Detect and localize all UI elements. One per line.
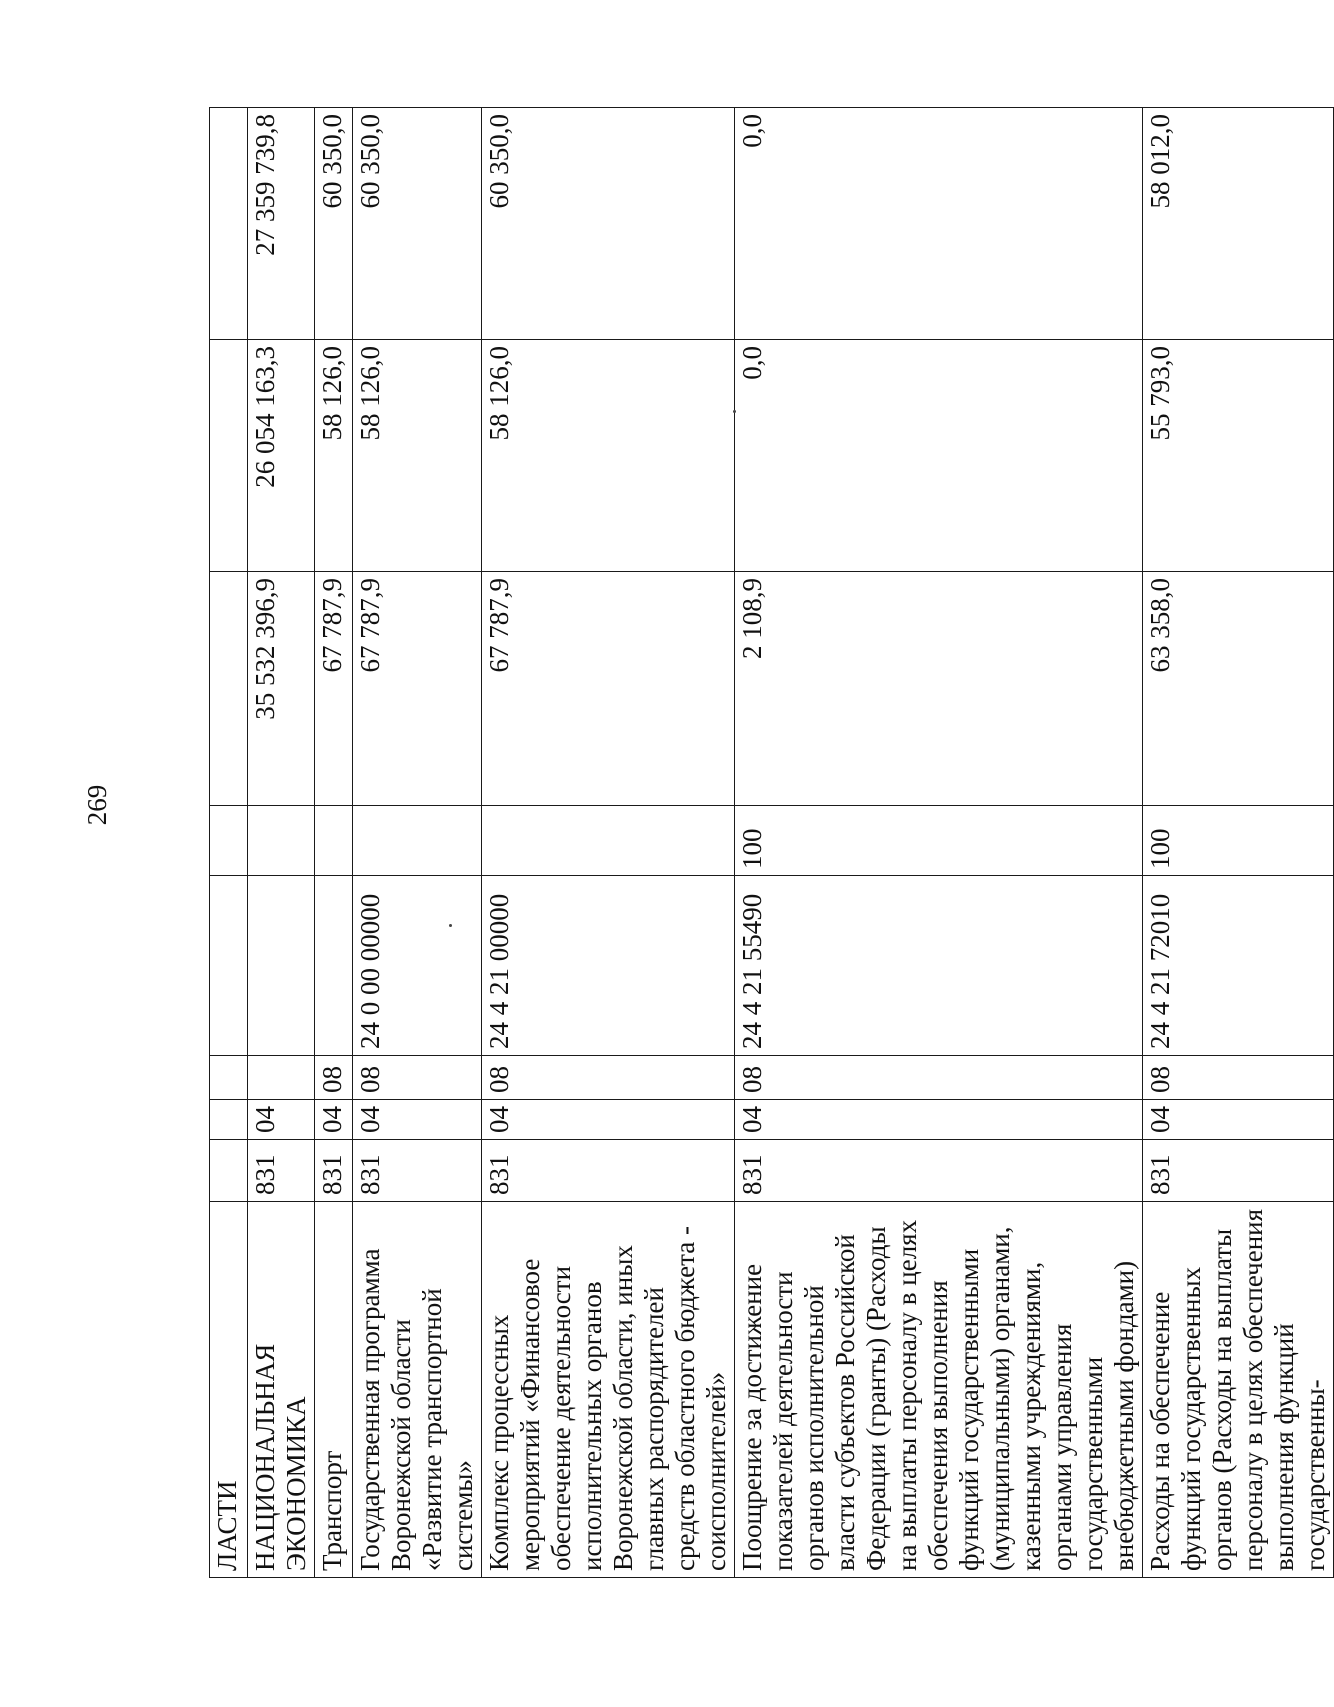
sum-year3-cell	[210, 108, 248, 340]
sum-year2-cell	[210, 340, 248, 572]
rz-code-cell: 04	[315, 1100, 353, 1140]
sum-year3-cell: 60 350,0	[315, 108, 353, 340]
gr-code-cell: 831	[353, 1140, 482, 1202]
sum-year1-cell	[210, 572, 248, 806]
row-name-cell: Расходы на обеспечение функций государственных органов (Расходы на выплаты персоналу в целях обеспечения выполнения функций государственны-	[1143, 1202, 1334, 1578]
sum-year3-cell: 0,0	[735, 108, 1143, 340]
gr-code-cell: 831	[482, 1140, 735, 1202]
sum-year2-cell: 58 126,0	[353, 340, 482, 572]
sum-year2-cell: 55 793,0	[1143, 340, 1334, 572]
budget-table	[209, 107, 1334, 1578]
sum-year2-cell: 58 126,0	[315, 340, 353, 572]
rz-code-cell: 04	[1143, 1100, 1334, 1140]
row-name-cell: Поощрение за достижение показателей деятельности органов исполнительной власти субъектов Российской Федерации (гранты) (Расходы на выплаты персоналу в целях обеспечения выполнения функций государственными (муниципальными) органами, казенными учреждениями, органами управления государственными внебюджетными фондами)	[735, 1202, 1143, 1578]
csr-code-cell: 24 4 21 55490	[735, 876, 1143, 1056]
csr-code-cell: 24 4 21 72010	[1143, 876, 1334, 1056]
row-name-cell: ЛАСТИ	[210, 1202, 248, 1578]
pr-code-cell: 08	[735, 1056, 1143, 1100]
sum-year3-cell: 60 350,0	[353, 108, 482, 340]
pr-code-cell: 08	[482, 1056, 735, 1100]
scan-speck	[733, 410, 736, 413]
sum-year1-cell: 67 787,9	[353, 572, 482, 806]
sum-year1-cell: 35 532 396,9	[248, 572, 315, 806]
scan-speck	[449, 924, 452, 927]
sum-year2-cell: 0,0	[735, 340, 1143, 572]
vr-code-cell: 100	[735, 806, 1143, 876]
rz-code-cell: 04	[735, 1100, 1143, 1140]
vr-code-cell	[315, 806, 353, 876]
row-name-cell: Комплекс процессных мероприятий «Финансовое обеспечение деятельности исполнительных органов Воронежской области, иных главных распорядителей средств областного бюджета - соисполнителей»	[482, 1202, 735, 1578]
pr-code-cell	[210, 1056, 248, 1100]
sum-year2-cell: 26 054 163,3	[248, 340, 315, 572]
sum-year3-cell: 58 012,0	[1143, 108, 1334, 340]
csr-code-cell: 24 4 21 00000	[482, 876, 735, 1056]
table-row	[210, 108, 248, 1578]
rz-code-cell: 04	[482, 1100, 735, 1140]
sum-year1-cell: 2 108,9	[735, 572, 1143, 806]
sum-year3-cell: 60 350,0	[482, 108, 735, 340]
vr-code-cell	[248, 806, 315, 876]
csr-code-cell	[315, 876, 353, 1056]
table-row	[315, 108, 353, 1578]
table-row	[482, 108, 735, 1578]
gr-code-cell: 831	[1143, 1140, 1334, 1202]
pr-code-cell: 08	[315, 1056, 353, 1100]
vr-code-cell	[353, 806, 482, 876]
pr-code-cell: 08	[1143, 1056, 1334, 1100]
vr-code-cell	[210, 806, 248, 876]
sum-year2-cell: 58 126,0	[482, 340, 735, 572]
table-row	[1143, 108, 1334, 1578]
rotated-table-wrapper	[209, 108, 1330, 1578]
csr-code-cell	[248, 876, 315, 1056]
table-row	[353, 108, 482, 1578]
table-row	[248, 108, 315, 1578]
csr-code-cell: 24 0 00 00000	[353, 876, 482, 1056]
gr-code-cell	[210, 1140, 248, 1202]
vr-code-cell: 100	[1143, 806, 1334, 876]
sum-year1-cell: 67 787,9	[482, 572, 735, 806]
csr-code-cell	[210, 876, 248, 1056]
rz-code-cell: 04	[248, 1100, 315, 1140]
rz-code-cell: 04	[353, 1100, 482, 1140]
sum-year1-cell: 63 358,0	[1143, 572, 1334, 806]
row-name-cell: НАЦИОНАЛЬНАЯ ЭКОНОМИКА	[248, 1202, 315, 1578]
row-name-cell: Транспорт	[315, 1202, 353, 1578]
pr-code-cell	[248, 1056, 315, 1100]
table-row	[735, 108, 1143, 1578]
gr-code-cell: 831	[248, 1140, 315, 1202]
page-number: 269	[82, 784, 112, 826]
rz-code-cell	[210, 1100, 248, 1140]
row-name-cell: Государственная программа Воронежской области «Развитие транспортной системы»	[353, 1202, 482, 1578]
sum-year3-cell: 27 359 739,8	[248, 108, 315, 340]
vr-code-cell	[482, 806, 735, 876]
gr-code-cell: 831	[735, 1140, 1143, 1202]
pr-code-cell: 08	[353, 1056, 482, 1100]
sum-year1-cell: 67 787,9	[315, 572, 353, 806]
gr-code-cell: 831	[315, 1140, 353, 1202]
